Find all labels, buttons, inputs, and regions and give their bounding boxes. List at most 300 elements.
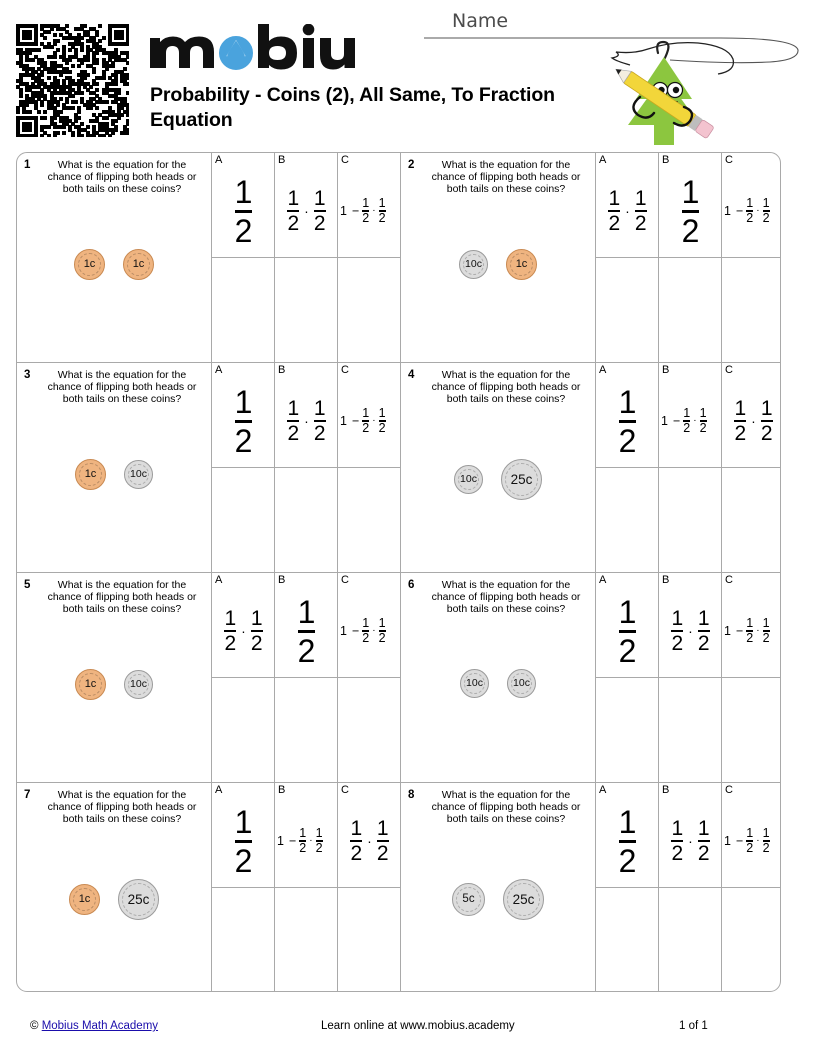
answer-expression (596, 797, 659, 885)
fraction-denominator: 2 (618, 632, 637, 669)
answer-expression (338, 797, 401, 885)
fraction (618, 803, 637, 879)
multiplication-dot: · (309, 834, 313, 846)
coin-group (401, 249, 595, 280)
fraction (608, 188, 620, 234)
answer-expression (275, 587, 338, 675)
answer-divider (722, 257, 781, 258)
answer-expression (275, 167, 338, 255)
question-cell (401, 153, 781, 363)
fraction-numerator: 1 (697, 607, 710, 630)
answer-expression (724, 797, 781, 885)
fraction-denominator: 2 (313, 212, 326, 235)
fraction-numerator: 1 (681, 173, 700, 210)
fraction-denominator: 2 (683, 421, 691, 436)
answer-divider (596, 677, 658, 678)
fraction-denominator: 2 (234, 842, 253, 879)
fraction (746, 827, 753, 854)
fraction (362, 407, 369, 434)
fraction-numerator: 1 (234, 383, 253, 420)
fraction (297, 593, 316, 669)
option-letter: A (599, 364, 607, 376)
fraction-denominator: 2 (697, 632, 710, 655)
answer-expression (212, 377, 275, 465)
page-header (0, 0, 815, 150)
coin-1c: 1c (506, 249, 537, 280)
leading-one: 1 (661, 413, 668, 428)
fraction (683, 407, 690, 434)
fraction (287, 398, 299, 444)
answer-column-A[interactable] (211, 573, 274, 782)
answer-divider (722, 467, 781, 468)
question-cell (17, 153, 401, 363)
option-letter: C (341, 574, 349, 586)
copyright-symbol: © (30, 1020, 39, 1032)
answer-divider (596, 467, 658, 468)
coin-10c: 10c (454, 465, 483, 494)
question-number: 8 (408, 789, 415, 801)
fraction-numerator: 1 (250, 607, 263, 630)
page-title: Probability - Coins (2), All Same, To Fraction Equation (150, 84, 555, 131)
coin-1c: 1c (123, 249, 154, 280)
worksheet-table (16, 152, 781, 992)
fraction (700, 407, 707, 434)
multiplication-dot: · (304, 413, 309, 429)
fraction (379, 197, 386, 224)
qr-code (16, 24, 129, 137)
minus-sign: − (351, 623, 360, 638)
multiplication-dot: · (367, 833, 372, 849)
fraction (379, 617, 386, 644)
fraction-numerator: 1 (287, 397, 300, 420)
fraction-numerator: 1 (362, 616, 370, 631)
fraction-denominator: 2 (671, 632, 684, 655)
answer-divider (659, 257, 721, 258)
leading-one: 1 (340, 413, 347, 428)
answer-column-A[interactable] (595, 783, 658, 992)
answer-column-A[interactable] (595, 363, 658, 572)
fraction (698, 608, 710, 654)
answer-divider (338, 887, 400, 888)
coin-25c: 25c (118, 879, 159, 920)
mobius-logo-icon (148, 24, 360, 70)
fraction-denominator: 2 (634, 212, 647, 235)
fraction-numerator: 1 (634, 187, 647, 210)
coin-5c: 5c (452, 883, 485, 916)
multiplication-dot: · (372, 414, 376, 426)
fraction-denominator: 2 (746, 841, 754, 856)
leading-one: 1 (340, 203, 347, 218)
fraction-denominator: 2 (608, 212, 621, 235)
answer-divider (596, 887, 658, 888)
question-cell (401, 573, 781, 783)
fraction (224, 608, 236, 654)
answer-column-C[interactable] (721, 573, 781, 782)
fraction (618, 383, 637, 459)
answer-expression (596, 377, 659, 465)
answer-expression (596, 167, 659, 255)
coin-10c: 10c (459, 250, 488, 279)
fraction-numerator: 1 (297, 593, 316, 630)
answer-divider (212, 887, 274, 888)
fraction-denominator: 2 (746, 211, 754, 226)
mascot-tree-character-icon (600, 37, 740, 152)
option-letter: B (278, 364, 286, 376)
multiplication-dot: · (625, 203, 630, 219)
fraction-denominator: 2 (315, 841, 323, 856)
fraction-denominator: 2 (699, 421, 707, 436)
fraction-denominator: 2 (362, 631, 370, 646)
question-number: 4 (408, 369, 415, 381)
question-cell (17, 573, 401, 783)
fraction-denominator: 2 (378, 631, 386, 646)
question-cell (17, 783, 401, 992)
fraction-denominator: 2 (297, 632, 316, 669)
option-letter: B (278, 574, 286, 586)
fraction-numerator: 1 (315, 826, 323, 841)
fraction (763, 197, 770, 224)
fraction (746, 197, 753, 224)
fraction-denominator: 2 (350, 842, 363, 865)
multiplication-dot: · (688, 623, 693, 639)
fraction-numerator: 1 (234, 173, 253, 210)
answer-column-A[interactable] (211, 363, 274, 572)
multiplication-dot: · (693, 414, 697, 426)
answer-divider (338, 677, 400, 678)
fraction-numerator: 1 (746, 196, 754, 211)
fraction-numerator: 1 (671, 817, 684, 840)
fraction-denominator: 2 (762, 841, 770, 856)
fraction (379, 407, 386, 434)
fraction (287, 188, 299, 234)
question-prompt: What is the equation for the chance of flipping both heads or both tails on these coins? (431, 159, 581, 196)
multiplication-dot: · (372, 204, 376, 216)
fraction (251, 608, 263, 654)
answer-expression (659, 167, 722, 255)
coin-1c: 1c (75, 459, 106, 490)
question-pane (401, 363, 595, 572)
coin-10c: 10c (124, 670, 153, 699)
option-letter: C (341, 364, 349, 376)
leading-one: 1 (340, 623, 347, 638)
coin-10c: 10c (124, 460, 153, 489)
answer-divider (275, 467, 337, 468)
coin-group (17, 249, 211, 280)
fraction (362, 197, 369, 224)
minus-sign: − (288, 833, 297, 848)
fraction-denominator: 2 (362, 421, 370, 436)
multiplication-dot: · (756, 204, 760, 216)
question-pane (17, 573, 211, 782)
fraction (314, 398, 326, 444)
fraction-denominator: 2 (762, 211, 770, 226)
fraction-numerator: 1 (683, 406, 691, 421)
coin-25c: 25c (501, 459, 542, 500)
leading-one: 1 (724, 203, 731, 218)
name-label: Name (452, 10, 509, 32)
answer-divider (275, 887, 337, 888)
fraction (362, 617, 369, 644)
leading-one: 1 (724, 623, 731, 638)
fraction-denominator: 2 (618, 422, 637, 459)
fraction-denominator: 2 (299, 841, 307, 856)
multiplication-dot: · (304, 203, 309, 219)
multiplication-dot: · (241, 623, 246, 639)
fraction-numerator: 1 (378, 616, 386, 631)
answer-column-B[interactable] (274, 153, 337, 362)
answer-divider (338, 467, 400, 468)
fraction-denominator: 2 (250, 632, 263, 655)
fraction-numerator: 1 (746, 826, 754, 841)
question-cell (401, 783, 781, 992)
question-prompt: What is the equation for the chance of flipping both heads or both tails on these coins? (431, 369, 581, 406)
fraction-numerator: 1 (618, 803, 637, 840)
answer-expression (722, 377, 781, 465)
option-letter: C (725, 784, 733, 796)
fraction-numerator: 1 (287, 187, 300, 210)
answer-divider (275, 677, 337, 678)
fraction-denominator: 2 (760, 422, 773, 445)
answer-expression (659, 587, 722, 675)
fraction-denominator: 2 (697, 842, 710, 865)
option-letter: C (341, 784, 349, 796)
answer-column-C[interactable] (721, 783, 781, 992)
answer-expression (212, 587, 275, 675)
answer-column-B[interactable] (274, 783, 337, 992)
fraction (671, 818, 683, 864)
fraction-numerator: 1 (224, 607, 237, 630)
answer-column-B[interactable] (658, 153, 721, 362)
question-number: 3 (24, 369, 31, 381)
answer-expression (275, 377, 338, 465)
multiplication-dot: · (372, 624, 376, 636)
question-pane (17, 153, 211, 362)
fraction (635, 188, 647, 234)
coin-group (17, 459, 211, 490)
answer-column-A[interactable] (595, 573, 658, 782)
answer-column-C[interactable] (337, 573, 400, 782)
fraction-numerator: 1 (697, 817, 710, 840)
option-letter: C (725, 154, 733, 166)
fraction (314, 188, 326, 234)
minus-sign: − (735, 203, 744, 218)
answer-divider (659, 677, 721, 678)
fraction (734, 398, 746, 444)
fraction (681, 173, 700, 249)
fraction-denominator: 2 (734, 422, 747, 445)
coin-1c: 1c (69, 884, 100, 915)
footer-learn-text: Learn online at www.mobius.academy (321, 1020, 515, 1032)
fraction (761, 398, 773, 444)
fraction-denominator: 2 (618, 842, 637, 879)
option-letter: A (599, 154, 607, 166)
multiplication-dot: · (751, 413, 756, 429)
question-cell (401, 363, 781, 573)
answer-divider (659, 887, 721, 888)
answer-expression (724, 167, 781, 255)
answer-expression (212, 797, 275, 885)
fraction (350, 818, 362, 864)
answer-expression (659, 797, 722, 885)
fraction-numerator: 1 (350, 817, 363, 840)
coin-10c: 10c (460, 669, 489, 698)
fraction-numerator: 1 (671, 607, 684, 630)
fraction-denominator: 2 (762, 631, 770, 646)
question-pane (401, 153, 595, 362)
multiplication-dot: · (756, 624, 760, 636)
fraction (234, 803, 253, 879)
fraction (618, 593, 637, 669)
question-prompt: What is the equation for the chance of flipping both heads or both tails on these coins? (47, 159, 197, 196)
question-pane (401, 783, 595, 992)
question-number: 2 (408, 159, 415, 171)
coin-group (401, 879, 595, 920)
answer-divider (659, 467, 721, 468)
question-number: 6 (408, 579, 415, 591)
fraction-numerator: 1 (362, 196, 370, 211)
minus-sign: − (351, 413, 360, 428)
answer-column-B[interactable] (274, 363, 337, 572)
footer-copyright (30, 1020, 158, 1032)
multiplication-dot: · (756, 834, 760, 846)
answer-divider (275, 257, 337, 258)
fraction-numerator: 1 (734, 397, 747, 420)
minus-sign: − (735, 833, 744, 848)
fraction (763, 617, 770, 644)
fraction-numerator: 1 (746, 616, 754, 631)
leading-one: 1 (724, 833, 731, 848)
answer-column-C[interactable] (721, 363, 781, 572)
multiplication-dot: · (688, 833, 693, 849)
fraction-denominator: 2 (224, 632, 237, 655)
option-letter: C (725, 364, 733, 376)
fraction-numerator: 1 (762, 616, 770, 631)
fraction-numerator: 1 (378, 196, 386, 211)
fraction-denominator: 2 (378, 211, 386, 226)
fraction-numerator: 1 (618, 383, 637, 420)
fraction-denominator: 2 (234, 422, 253, 459)
fraction-numerator: 1 (378, 406, 386, 421)
fraction-numerator: 1 (376, 817, 389, 840)
fraction (746, 617, 753, 644)
answer-column-A[interactable] (211, 783, 274, 992)
option-letter: A (599, 784, 607, 796)
question-prompt: What is the equation for the chance of flipping both heads or both tails on these coins? (431, 789, 581, 826)
fraction (671, 608, 683, 654)
answer-column-B[interactable] (658, 573, 721, 782)
footer-page-number: 1 of 1 (679, 1020, 708, 1032)
fraction-denominator: 2 (287, 212, 300, 235)
fraction-numerator: 1 (762, 196, 770, 211)
fraction (316, 827, 323, 854)
question-prompt: What is the equation for the chance of flipping both heads or both tails on these coins? (47, 579, 197, 616)
question-number: 1 (24, 159, 31, 171)
answer-column-C[interactable] (337, 153, 400, 362)
fraction (763, 827, 770, 854)
question-cell (17, 363, 401, 573)
coin-group (401, 669, 595, 698)
fraction-denominator: 2 (681, 212, 700, 249)
answer-column-C[interactable] (337, 363, 400, 572)
fraction-denominator: 2 (378, 421, 386, 436)
option-letter: B (662, 154, 670, 166)
answer-column-A[interactable] (211, 153, 274, 362)
coin-1c: 1c (74, 249, 105, 280)
fraction-numerator: 1 (313, 397, 326, 420)
answer-divider (212, 257, 274, 258)
question-pane (17, 783, 211, 992)
answer-expression (596, 587, 659, 675)
option-letter: B (662, 574, 670, 586)
fraction-denominator: 2 (746, 631, 754, 646)
question-number: 5 (24, 579, 31, 591)
question-number: 7 (24, 789, 31, 801)
coin-group (17, 669, 211, 700)
leading-one: 1 (277, 833, 284, 848)
fraction-denominator: 2 (362, 211, 370, 226)
fraction (698, 818, 710, 864)
answer-expression (212, 167, 275, 255)
option-letter: A (215, 784, 223, 796)
question-pane (17, 363, 211, 572)
coin-group (17, 879, 211, 920)
fraction-denominator: 2 (313, 422, 326, 445)
answer-divider (338, 257, 400, 258)
coin-1c: 1c (75, 669, 106, 700)
fraction-numerator: 1 (313, 187, 326, 210)
fraction-numerator: 1 (362, 406, 370, 421)
fraction-denominator: 2 (234, 212, 253, 249)
mobius-math-academy-link[interactable]: Mobius Math Academy (41, 1020, 159, 1032)
option-letter: A (215, 364, 223, 376)
coin-10c: 10c (507, 669, 536, 698)
question-prompt: What is the equation for the chance of flipping both heads or both tails on these coins? (431, 579, 581, 616)
fraction-numerator: 1 (699, 406, 707, 421)
coin-group (401, 459, 595, 500)
answer-column-B[interactable] (658, 363, 721, 572)
fraction-denominator: 2 (376, 842, 389, 865)
answer-divider (722, 677, 781, 678)
fraction (234, 173, 253, 249)
question-grid (17, 153, 780, 991)
option-letter: B (662, 364, 670, 376)
option-letter: A (215, 154, 223, 166)
option-letter: B (662, 784, 670, 796)
answer-column-B[interactable] (274, 573, 337, 782)
answer-column-B[interactable] (658, 783, 721, 992)
option-letter: B (278, 154, 286, 166)
fraction-numerator: 1 (618, 593, 637, 630)
fraction (234, 383, 253, 459)
fraction (377, 818, 389, 864)
answer-divider (212, 467, 274, 468)
answer-column-A[interactable] (595, 153, 658, 362)
answer-divider (212, 677, 274, 678)
fraction (299, 827, 306, 854)
brand-logo (148, 22, 360, 72)
fraction-numerator: 1 (762, 826, 770, 841)
answer-column-C[interactable] (721, 153, 781, 362)
option-letter: C (725, 574, 733, 586)
fraction-denominator: 2 (671, 842, 684, 865)
answer-column-C[interactable] (337, 783, 400, 992)
option-letter: C (341, 154, 349, 166)
option-letter: A (599, 574, 607, 586)
fraction-numerator: 1 (760, 397, 773, 420)
fraction-numerator: 1 (299, 826, 307, 841)
minus-sign: − (351, 203, 360, 218)
question-prompt: What is the equation for the chance of flipping both heads or both tails on these coins? (47, 789, 197, 826)
